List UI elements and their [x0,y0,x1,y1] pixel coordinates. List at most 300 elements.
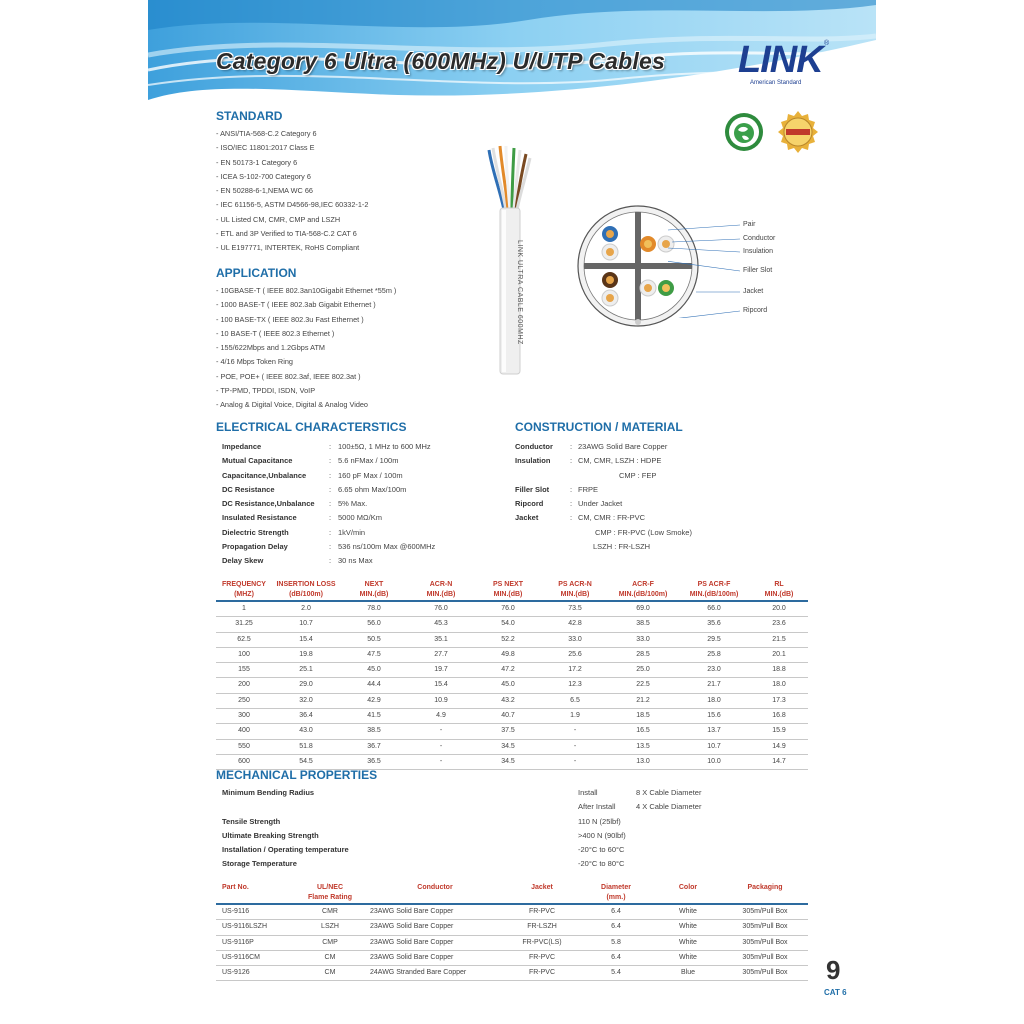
separator-colon: : [329,499,332,509]
datasheet-page [148,0,876,1024]
table-cell: 21.7 [678,678,750,693]
table-row [216,966,808,981]
table-cell: 38.5 [608,617,678,632]
table-cell: 4.9 [408,709,474,724]
parts-col-header [364,883,506,904]
table-cell: 25.8 [678,647,750,662]
construction-row [515,483,755,497]
table-cell: 50.5 [340,632,408,647]
table-cell: 17.2 [542,663,608,678]
table-cell: 34.5 [474,754,542,769]
application-item: - 10GBASE-T ( IEEE 802.3an10Gigabit Ethernet *55m ) [216,284,396,298]
table-cell: 200 [216,678,272,693]
table-cell: 45.3 [408,617,474,632]
table-cell: 23.6 [750,617,808,632]
table-cell: CM [296,966,364,981]
application-item: - POE, POE+ ( IEEE 802.3af, IEEE 802.3at ) [216,370,396,384]
table-cell: 400 [216,724,272,739]
table-cell: 1 [216,601,272,617]
electrical-value: 5% Max. [338,499,368,509]
table-cell: 16.5 [608,724,678,739]
table-row [216,904,808,920]
mechanical-key: Tensile Strength [222,816,281,826]
header-line: RL [774,581,784,588]
table-cell: 14.7 [750,754,808,769]
table-cell: - [408,754,474,769]
separator-colon: : [570,484,573,494]
separator-colon: : [329,442,332,451]
table-cell: FR-PVC [506,904,578,920]
table-cell: US-9116P [216,935,296,950]
parts-col-header [216,883,296,904]
table-cell: 29.0 [272,678,340,693]
table-cell: 52.2 [474,632,542,647]
label-conductor: Conductor [743,235,776,242]
mechanical-detail: 4 X Cable Diameter [636,802,702,812]
table-cell: FR-PVC [506,950,578,965]
performance-col-header [272,580,340,601]
table-cell: 43.2 [474,693,542,708]
table-cell: 16.8 [750,709,808,724]
construction-value: CM, CMR, LSZH : HDPE [578,456,662,466]
table-row [216,647,808,662]
table-cell: CM [296,950,364,965]
table-cell: FR-LSZH [506,920,578,935]
separator-colon: : [329,513,332,523]
table-cell: 43.0 [272,724,340,739]
header-line: PS ACR-N [558,581,592,588]
table-cell: 73.5 [542,601,608,617]
table-cell: 18.8 [750,663,808,678]
construction-key: Filler Slot [515,484,550,494]
electrical-key: Impedance [222,442,262,451]
electrical-key: DC Resistance [222,484,275,494]
separator-colon: : [329,470,332,480]
table-cell: 250 [216,693,272,708]
quality-seal-badge-icon [776,110,820,154]
table-cell: 23AWG Solid Bare Copper [364,904,506,920]
mechanical-key: Installation / Operating temperature [222,845,349,855]
table-cell: 18.0 [750,678,808,693]
header-subline: (mm.) [606,894,626,901]
header-line: Part No. [222,884,249,891]
construction-value: CMP : FR-PVC (Low Smoke) [595,527,692,537]
table-cell: 305m/Pull Box [722,950,808,965]
table-cell: 35.1 [408,632,474,647]
application-list [216,284,396,413]
table-cell: 42.9 [340,693,408,708]
table-cell: 54.0 [474,617,542,632]
table-cell: 15.9 [750,724,808,739]
table-cell: 21.5 [750,632,808,647]
table-cell: White [654,935,722,950]
table-cell: 47.5 [340,647,408,662]
header-subline: MIN.(dB) [764,591,794,598]
mechanical-value: >400 N (90lbf) [578,830,626,840]
electrical-value: 5000 MΩ/Km [338,513,382,523]
table-row [216,693,808,708]
application-item: - 4/16 Mbps Token Ring [216,355,396,369]
cable-photo [480,140,536,380]
construction-value: FRPE [578,484,599,494]
table-cell: 22.5 [608,678,678,693]
table-cell: - [408,739,474,754]
electrical-key: Delay Skew [222,556,264,566]
application-item: - 100 BASE-TX ( IEEE 802.3u Fast Ethernet ) [216,313,396,327]
parts-col-header [578,883,654,904]
table-cell: 305m/Pull Box [722,904,808,920]
electrical-row [222,554,482,568]
label-pair: Pair [743,221,756,228]
table-cell: US-9116 [216,904,296,920]
table-cell: White [654,950,722,965]
table-cell: 25.0 [608,663,678,678]
standard-item: - EN 50173-1 Category 6 [216,156,368,170]
construction-value: LSZH : FR-LSZH [593,542,651,552]
table-cell: 49.8 [474,647,542,662]
electrical-row [222,454,482,468]
header-subline: MIN.(dB/100m) [689,591,739,598]
table-cell: 305m/Pull Box [722,966,808,981]
table-cell: 54.5 [272,754,340,769]
table-cell: 5.8 [578,935,654,950]
table-row [216,632,808,647]
table-cell: 31.25 [216,617,272,632]
table-cell: CMR [296,904,364,920]
table-cell: 34.5 [474,739,542,754]
mechanical-key: Minimum Bending Radius [222,788,315,797]
table-cell: 33.0 [542,632,608,647]
table-cell: 100 [216,647,272,662]
table-cell: 155 [216,663,272,678]
performance-col-header [608,580,678,601]
part-number-table [216,883,808,981]
table-cell: 10.7 [272,617,340,632]
table-cell: 13.5 [608,739,678,754]
table-cell: 47.2 [474,663,542,678]
page-category: CAT 6 [824,988,847,997]
performance-col-header [340,580,408,601]
cross-section-leader-lines [668,222,744,318]
header-line: Diameter [601,884,631,891]
table-cell: 37.5 [474,724,542,739]
header-line: Conductor [417,884,453,891]
mechanical-value: Install [578,788,598,797]
table-cell: 19.8 [272,647,340,662]
cable-print-text: LINK ULTRA CABLE 600MHZ [516,240,523,345]
standard-item: - ETL and 3P Verified to TIA-568-C.2 CAT 6 [216,227,368,241]
table-cell: 66.0 [678,601,750,617]
cable-print-wrapper [513,240,527,370]
table-cell: 42.8 [542,617,608,632]
mechanical-table [222,786,802,872]
construction-row [515,454,755,468]
mechanical-value: -20°C to 60°C [578,845,625,855]
standard-item: - UL E197771, INTERTEK, RoHS Compliant [216,241,368,255]
separator-colon: : [329,484,332,494]
application-item: - 1000 BASE-T ( IEEE 802.3ab Gigabit Ethernet ) [216,298,396,312]
table-cell: 17.3 [750,693,808,708]
header-line: PS NEXT [493,581,523,588]
electrical-key: Capacitance,Unbalance [222,470,307,480]
separator-colon: : [329,556,332,566]
performance-col-header [474,580,542,601]
table-cell: 305m/Pull Box [722,935,808,950]
table-row [216,950,808,965]
separator-colon: : [329,542,332,552]
table-row [216,601,808,617]
electrical-key: Insulated Resistance [222,513,297,523]
table-cell: White [654,920,722,935]
mechanical-value: After Install [578,802,616,812]
table-cell: 36.4 [272,709,340,724]
table-row [216,617,808,632]
table-cell: 36.5 [340,754,408,769]
construction-value: CM, CMR : FR-PVC [578,513,646,523]
table-cell: 78.0 [340,601,408,617]
parts-col-header [506,883,578,904]
header-line: NEXT [364,581,384,588]
table-row [216,663,808,678]
header-subline: MIN.(dB/100m) [618,591,668,598]
header-subline: (MHZ) [234,591,254,598]
application-item: - 155/622Mbps and 1.2Gbps ATM [216,341,396,355]
separator-colon: : [570,456,573,466]
header-subline: MIN.(dB) [493,591,523,598]
brand-logo [738,38,830,88]
standard-item: - EN 50288-6-1,NEMA WC 66 [216,184,368,198]
separator-colon: : [329,456,332,466]
construction-key: Jacket [515,513,539,523]
electrical-row [222,540,482,554]
table-cell: 14.9 [750,739,808,754]
header-line: PS ACR-F [697,581,731,588]
table-cell: 33.0 [608,632,678,647]
table-cell: 35.6 [678,617,750,632]
table-cell: 27.7 [408,647,474,662]
table-cell: 76.0 [408,601,474,617]
electrical-value: 30 ns Max [338,556,373,566]
table-cell: 10.0 [678,754,750,769]
application-item: - Analog & Digital Voice, Digital & Analog Video [216,398,396,412]
table-cell: 13.0 [608,754,678,769]
application-heading: APPLICATION [216,266,297,280]
mechanical-row [222,800,802,814]
electrical-value: 5.6 nFMax / 100m [338,456,399,466]
header-line: FREQUENCY [222,581,266,588]
separator-colon: : [329,527,332,537]
parts-col-header [296,883,364,904]
table-cell: 25.6 [542,647,608,662]
table-cell: 69.0 [608,601,678,617]
table-cell: - [408,724,474,739]
parts-col-header [654,883,722,904]
table-row [216,724,808,739]
electrical-value: 1kV/min [338,527,366,537]
electrical-row [222,440,482,454]
header-subline: MIN.(dB) [359,591,389,598]
table-cell: 305m/Pull Box [722,920,808,935]
electrical-value: 536 ns/100m Max @600MHz [338,542,436,552]
performance-table [216,580,808,770]
table-cell: 19.7 [408,663,474,678]
electrical-row [222,483,482,497]
table-cell: 6.4 [578,950,654,965]
table-cell: US-9116CM [216,950,296,965]
table-cell: 41.5 [340,709,408,724]
construction-row [515,469,755,483]
header-line: Jacket [531,884,553,891]
construction-table [515,440,755,554]
table-cell: 32.0 [272,693,340,708]
electrical-row [222,469,482,483]
table-row [216,709,808,724]
electrical-table [222,440,482,569]
application-item: - 10 BASE-T ( IEEE 802.3 Ethernet ) [216,327,396,341]
table-cell: FR-PVC(LS) [506,935,578,950]
table-cell: 5.4 [578,966,654,981]
rohs-globe-badge-icon [724,112,764,152]
performance-col-header [216,580,272,601]
electrical-value: 100±5Ω, 1 MHz to 600 MHz [338,442,431,451]
mechanical-row [222,857,802,871]
standard-list [216,127,368,256]
table-cell: 15.4 [408,678,474,693]
construction-value: Under Jacket [578,499,623,509]
electrical-row [222,497,482,511]
standard-item: - ANSI/TIA-568-C.2 Category 6 [216,127,368,141]
standard-item: - ICEA S-102-700 Category 6 [216,170,368,184]
table-cell: - [542,739,608,754]
table-cell: 20.1 [750,647,808,662]
standard-item: - IEC 61156-5, ASTM D4566-98,IEC 60332-1-2 [216,198,368,212]
electrical-heading: ELECTRICAL CHARACTERSTICS [216,420,407,434]
table-cell: 44.4 [340,678,408,693]
header-line: UL/NEC [316,884,344,891]
electrical-value: 160 pF Max / 100m [338,470,403,480]
mechanical-value: 110 N (25lbf) [578,816,621,826]
construction-key: Ripcord [515,499,544,509]
table-cell: 600 [216,754,272,769]
header-subline: MIN.(dB) [426,591,456,598]
table-cell: 1.9 [542,709,608,724]
label-jacket: Jacket [743,288,764,295]
table-cell: 6.5 [542,693,608,708]
header-subline: Flame Rating [308,894,352,901]
table-cell: Blue [654,966,722,981]
electrical-key: Mutual Capacitance [222,456,293,466]
table-cell: 23AWG Solid Bare Copper [364,920,506,935]
table-cell: 62.5 [216,632,272,647]
header-line: Packaging [747,884,783,891]
separator-colon: : [570,513,573,523]
table-cell: 45.0 [340,663,408,678]
construction-row [515,540,755,554]
logo-tagline: American Standard [750,80,802,86]
electrical-row [222,526,482,540]
table-cell: 13.7 [678,724,750,739]
header-subline: (dB/100m) [289,591,323,598]
header-subline: MIN.(dB) [560,591,590,598]
table-cell: 15.4 [272,632,340,647]
table-cell: LSZH [296,920,364,935]
logo-registered-mark: ® [824,40,830,47]
header-banner [148,0,876,112]
table-cell: 550 [216,739,272,754]
header-line: Color [678,884,698,891]
table-cell: 20.0 [750,601,808,617]
mechanical-heading: MECHANICAL PROPERTIES [216,768,378,782]
construction-row [515,511,755,525]
mechanical-value: -20°C to 80°C [578,859,625,869]
table-cell: 29.5 [678,632,750,647]
standard-item: - UL Listed CM, CMR, CMP and LSZH [216,213,368,227]
electrical-value: 6.65 ohm Max/100m [338,484,407,494]
electrical-key: DC Resistance,Unbalance [222,499,315,509]
table-cell: White [654,904,722,920]
table-cell: 6.4 [578,920,654,935]
electrical-key: Propagation Delay [222,542,288,552]
application-item: - TP-PMD, TPDDI, ISDN, VoIP [216,384,396,398]
label-insulation: Insulation [743,248,773,255]
table-row [216,678,808,693]
table-row [216,739,808,754]
table-cell: 300 [216,709,272,724]
separator-colon: : [570,442,573,451]
mechanical-key: Ultimate Breaking Strength [222,830,319,840]
construction-row [515,497,755,511]
standard-heading: STANDARD [216,109,283,123]
table-row [216,935,808,950]
mechanical-detail: 8 X Cable Diameter [636,788,702,797]
mechanical-row [222,829,802,843]
performance-col-header [750,580,808,601]
construction-row [515,440,755,454]
electrical-row [222,511,482,525]
table-cell: 28.5 [608,647,678,662]
mechanical-row [222,815,802,829]
separator-colon: : [570,499,573,509]
table-cell: 23AWG Solid Bare Copper [364,950,506,965]
parts-col-header [722,883,808,904]
table-cell: 18.5 [608,709,678,724]
standard-item: - ISO/IEC 11801:2017 Class E [216,141,368,155]
table-cell: 38.5 [340,724,408,739]
table-cell: 6.4 [578,904,654,920]
table-cell: US-9126 [216,966,296,981]
header-line: INSERTION LOSS [276,581,336,588]
construction-value: 23AWG Solid Bare Copper [578,442,668,451]
table-cell: 10.7 [678,739,750,754]
table-cell: US-9116LSZH [216,920,296,935]
table-cell: 23AWG Solid Bare Copper [364,935,506,950]
mechanical-row [222,843,802,857]
table-cell: FR-PVC [506,966,578,981]
performance-col-header [408,580,474,601]
performance-col-header [542,580,608,601]
table-cell: 24AWG Stranded Bare Copper [364,966,506,981]
mechanical-key: Storage Temperature [222,859,297,869]
table-cell: - [542,754,608,769]
table-cell: 56.0 [340,617,408,632]
table-row [216,920,808,935]
construction-row [515,526,755,540]
electrical-key: Dielectric Strength [222,527,289,537]
construction-value: CMP : FEP [619,470,657,480]
construction-heading: CONSTRUCTION / MATERIAL [515,420,683,434]
construction-key: Insulation [515,456,551,466]
table-cell: 36.7 [340,739,408,754]
